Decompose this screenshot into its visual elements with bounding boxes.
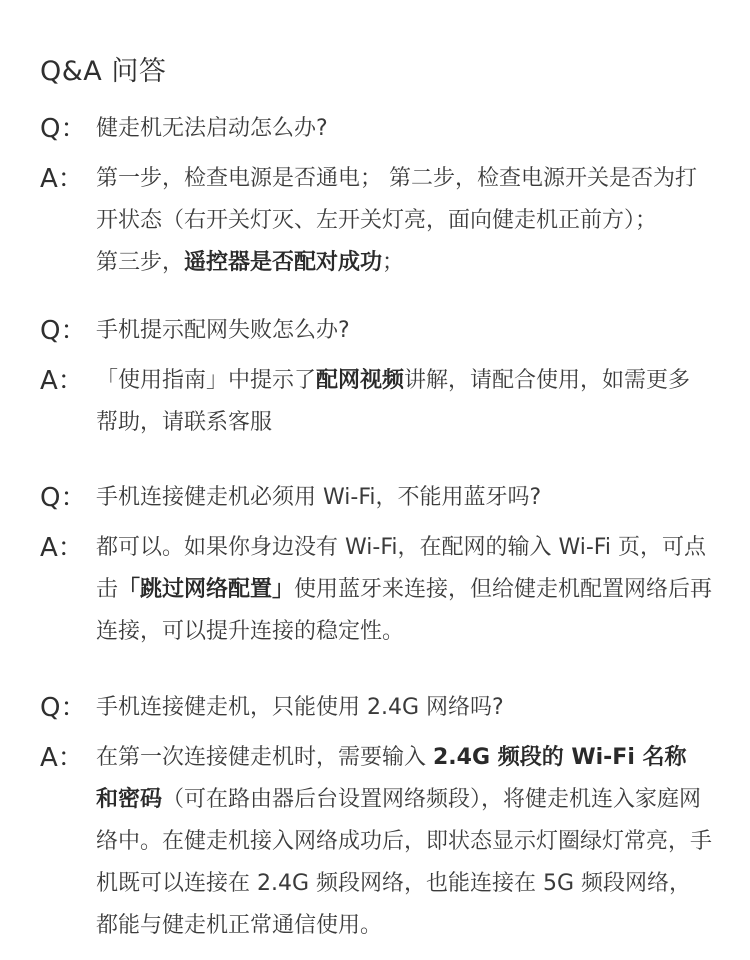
answer-line — [96, 905, 730, 947]
answer-segment: 都可以。如果你身边没有 Wi-Fi，在配网的输入 Wi-Fi 页，可点 — [96, 535, 706, 560]
question-marker: Q： — [40, 316, 87, 346]
answer-line — [96, 863, 730, 905]
answer-segment: 都能与健走机正常通信使用。 — [96, 913, 383, 938]
answer-emphasis: 和密码 — [96, 787, 163, 812]
page-title: Q&A 问答 — [40, 56, 167, 87]
answer-segment: （可在路由器后台设置网络频段），将健走机连入家庭网 — [162, 787, 702, 812]
answer-segment: 络中。在健走机接入网络成功后，即状态显示灯圈绿灯常亮，手 — [96, 829, 713, 854]
answer-line — [96, 527, 730, 569]
answer-marker: A： — [40, 533, 84, 563]
answer-line — [96, 402, 730, 444]
answer-emphasis: 配网视频 — [316, 368, 405, 393]
answer-segment: 帮助，请联系客服 — [96, 410, 273, 435]
question-marker: Q： — [40, 483, 87, 513]
answer-line — [96, 821, 730, 863]
answer-emphasis: 2.4G 频段的 Wi-Fi 名称 — [433, 745, 687, 770]
answer-text — [96, 527, 730, 653]
answer-segment: ； — [382, 250, 405, 275]
answer-marker: A： — [40, 164, 84, 194]
question-text: 手机提示配网失败怎么办? — [96, 318, 350, 343]
answer-line — [96, 242, 730, 284]
answer-text — [96, 158, 730, 284]
answer-segment: 讲解，请配合使用，如需更多 — [404, 368, 691, 393]
answer-segment: 第三步， — [96, 250, 185, 275]
answer-text — [96, 737, 730, 947]
answer-line — [96, 200, 730, 242]
answer-line — [96, 158, 730, 200]
answer-emphasis: 遥控器是否配对成功 — [184, 250, 383, 275]
question-marker: Q： — [40, 114, 87, 144]
answer-line — [96, 360, 730, 402]
answer-line — [96, 569, 730, 611]
answer-segment: 「使用指南」中提示了 — [96, 368, 317, 393]
answer-segment: 使用蓝牙来连接，但给健走机配置网络后再 — [294, 577, 713, 602]
answer-segment: 在第一次连接健走机时，需要输入 — [96, 745, 433, 770]
answer-segment: 开状态（右开关灯灭、左开关灯亮，面向健走机正前方）； — [96, 208, 658, 233]
answer-emphasis: 「跳过网络配置」 — [118, 577, 295, 602]
answer-segment: 连接，可以提升连接的稳定性。 — [96, 619, 405, 644]
answer-line — [96, 611, 730, 653]
answer-line — [96, 779, 730, 821]
answer-marker: A： — [40, 366, 84, 396]
question-text: 手机连接健走机，只能使用 2.4G 网络吗? — [96, 695, 504, 720]
answer-segment: 机既可以连接在 2.4G 频段网络，也能连接在 5G 频段网络， — [96, 871, 692, 896]
answer-line — [96, 737, 730, 779]
question-text: 手机连接健走机必须用 Wi-Fi，不能用蓝牙吗? — [96, 485, 542, 510]
answer-marker: A： — [40, 743, 84, 773]
answer-text — [96, 360, 730, 444]
question-marker: Q： — [40, 693, 87, 723]
answer-segment: 第一步，检查电源是否通电； 第二步，检查电源开关是否为打 — [96, 166, 697, 191]
question-text: 健走机无法启动怎么办? — [96, 116, 328, 141]
answer-segment: 击 — [96, 577, 119, 602]
